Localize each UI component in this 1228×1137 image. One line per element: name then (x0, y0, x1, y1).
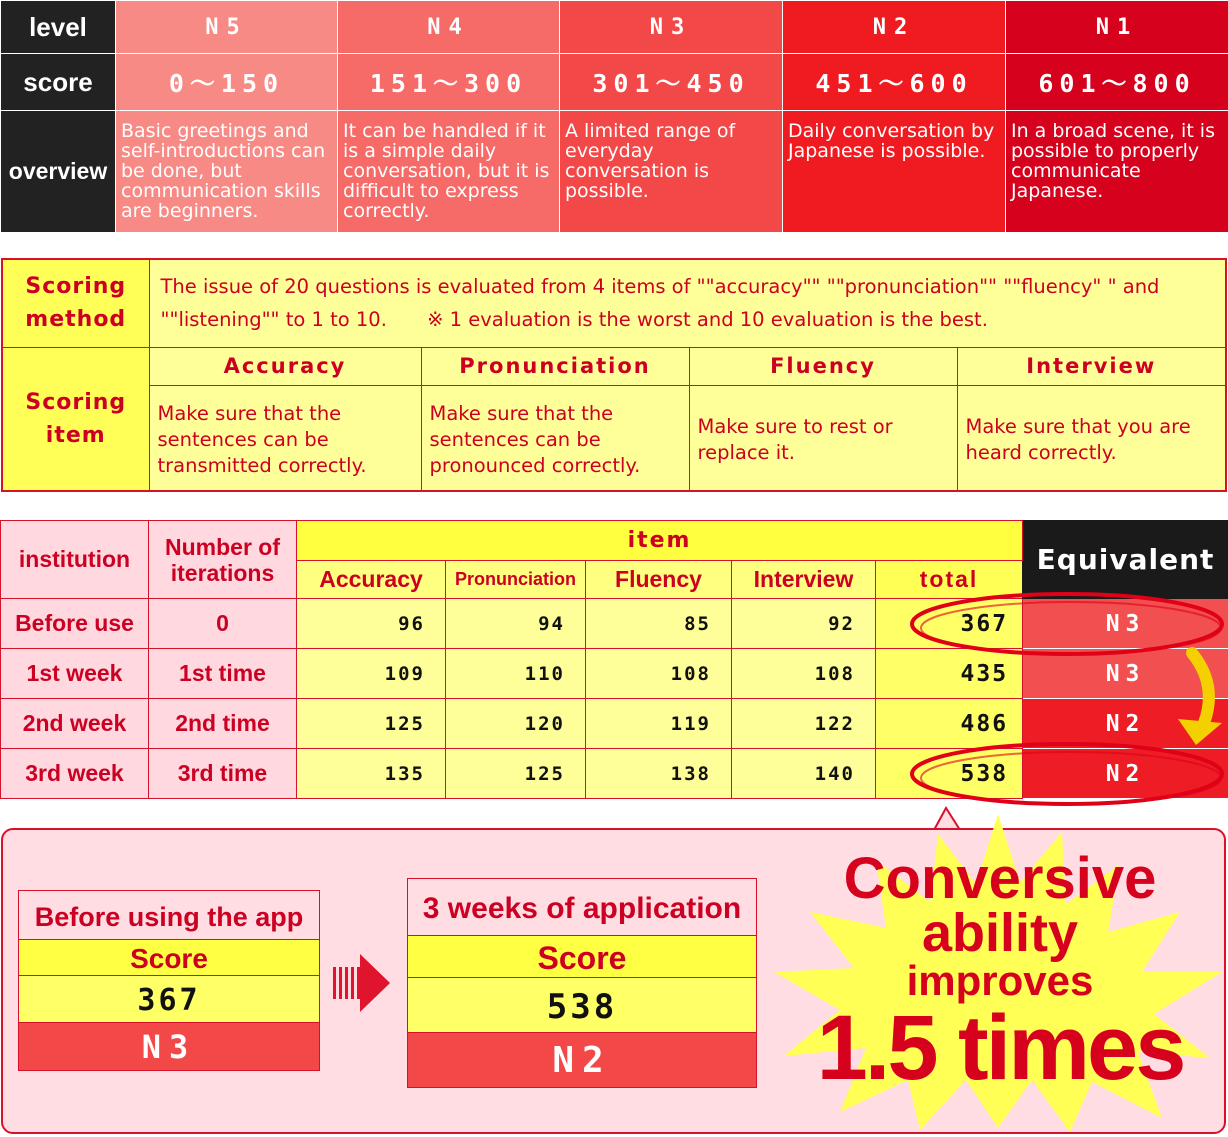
row-iterations: 1st time (149, 649, 297, 699)
equivalent-header: Equivalent (1023, 521, 1228, 599)
level-n2: N2 (783, 1, 1006, 54)
headline-line3: improves (906, 957, 1094, 1004)
row-total: 538 (876, 749, 1023, 799)
col-interview: Interview (732, 561, 876, 599)
row-fluency: 85 (586, 599, 732, 649)
overview-n4: It can be handled if it is a simple daily conversation, but it is difficult to express correctly. (338, 111, 560, 233)
before-card-score-label: Score (19, 940, 319, 976)
row-total: 435 (876, 649, 1023, 699)
item-interview-heading: Interview (957, 347, 1226, 385)
row-iterations: 3rd time (149, 749, 297, 799)
col-accuracy: Accuracy (297, 561, 446, 599)
row-accuracy: 135 (297, 749, 446, 799)
row-institution: 1st week (1, 649, 149, 699)
item-fluency-heading: Fluency (689, 347, 957, 385)
row-total: 486 (876, 699, 1023, 749)
headline-line1: Conversive (843, 846, 1157, 911)
score-range-n4: 151～300 (338, 54, 560, 111)
scoring-method-text: The issue of 20 questions is evaluated from 4 items of ""accuracy"" ""pronunciation"" ""fluency" " and ""listening"" to 1 to 10. (160, 275, 1160, 332)
table-row (1, 699, 1228, 749)
overview-n2: Daily conversation by Japanese is possible. (783, 111, 1006, 233)
row-interview: 122 (732, 699, 876, 749)
row-fluency: 119 (586, 699, 732, 749)
row-institution: 2nd week (1, 699, 149, 749)
item-accuracy-heading: Accuracy (149, 347, 421, 385)
row-interview: 92 (732, 599, 876, 649)
after-card-title: 3 weeks of application (408, 879, 756, 936)
table-row (1, 599, 1228, 649)
table-row (1, 749, 1228, 799)
level-n4: N4 (338, 1, 560, 54)
scoring-method-label: Scoring method (2, 259, 149, 347)
item-pronunciation-description: Make sure that the sentences can be pronounced correctly. (421, 385, 689, 491)
row-pronunciation: 94 (446, 599, 586, 649)
headline-line4: 1.5 times (816, 997, 1184, 1099)
item-accuracy-description: Make sure that the sentences can be transmitted correctly. (149, 385, 421, 491)
item-interview-description: Make sure that you are heard correctly. (957, 385, 1226, 491)
col-total: total (876, 561, 1023, 599)
before-card-title: Before using the app (19, 891, 319, 940)
arrow-right-icon (333, 950, 393, 1016)
overview-header: overview (1, 111, 116, 233)
level-table (0, 0, 1228, 233)
results-table (0, 520, 1228, 799)
level-n1: N1 (1006, 1, 1228, 54)
row-interview: 140 (732, 749, 876, 799)
row-institution: Before use (1, 599, 149, 649)
row-institution: 3rd week (1, 749, 149, 799)
col-pronunciation: Pronunciation (446, 561, 586, 599)
after-card-score-label: Score (408, 936, 756, 978)
iterations-header: Number of iterations (149, 521, 297, 599)
after-card (407, 878, 757, 1088)
before-card-score: 367 (19, 976, 319, 1023)
scoring-method-note: ※ 1 evaluation is the worst and 10 evaluation is the best. (427, 308, 988, 332)
row-equivalent: N3 (1023, 649, 1228, 699)
row-accuracy: 96 (297, 599, 446, 649)
row-accuracy: 109 (297, 649, 446, 699)
col-fluency: Fluency (586, 561, 732, 599)
row-fluency: 138 (586, 749, 732, 799)
table-row (1, 649, 1228, 699)
score-range-n1: 601～800 (1006, 54, 1228, 111)
score-range-n3: 301～450 (560, 54, 783, 111)
row-iterations: 0 (149, 599, 297, 649)
row-total: 367 (876, 599, 1023, 649)
row-pronunciation: 120 (446, 699, 586, 749)
row-fluency: 108 (586, 649, 732, 699)
item-fluency-description: Make sure to rest or replace it. (689, 385, 957, 491)
scoring-table (1, 258, 1227, 492)
score-header: score (1, 54, 116, 111)
score-range-n2: 451～600 (783, 54, 1006, 111)
row-accuracy: 125 (297, 699, 446, 749)
after-card-score: 538 (408, 978, 756, 1033)
item-pronunciation-heading: Pronunciation (421, 347, 689, 385)
overview-n1: In a broad scene, it is possible to properly communicate Japanese. (1006, 111, 1228, 233)
headline-line2: ability (921, 903, 1079, 963)
institution-header: institution (1, 521, 149, 599)
before-card-level: N3 (19, 1023, 319, 1070)
level-n5: N5 (116, 1, 338, 54)
row-iterations: 2nd time (149, 699, 297, 749)
level-n3: N3 (560, 1, 783, 54)
row-interview: 108 (732, 649, 876, 699)
before-card (18, 890, 320, 1071)
row-pronunciation: 125 (446, 749, 586, 799)
scoring-method-description (149, 259, 1226, 347)
scoring-item-label: Scoring item (2, 347, 149, 491)
after-card-level: N2 (408, 1033, 756, 1087)
row-equivalent: N2 (1023, 699, 1228, 749)
item-group-header: item (297, 521, 1023, 561)
level-header: level (1, 1, 116, 54)
overview-n3: A limited range of everyday conversation is possible. (560, 111, 783, 233)
row-pronunciation: 110 (446, 649, 586, 699)
score-range-n5: 0～150 (116, 54, 338, 111)
row-equivalent: N3 (1023, 599, 1228, 649)
row-equivalent: N2 (1023, 749, 1228, 799)
overview-n5: Basic greetings and self-introductions can be done, but communication skills are beginners. (116, 111, 338, 233)
